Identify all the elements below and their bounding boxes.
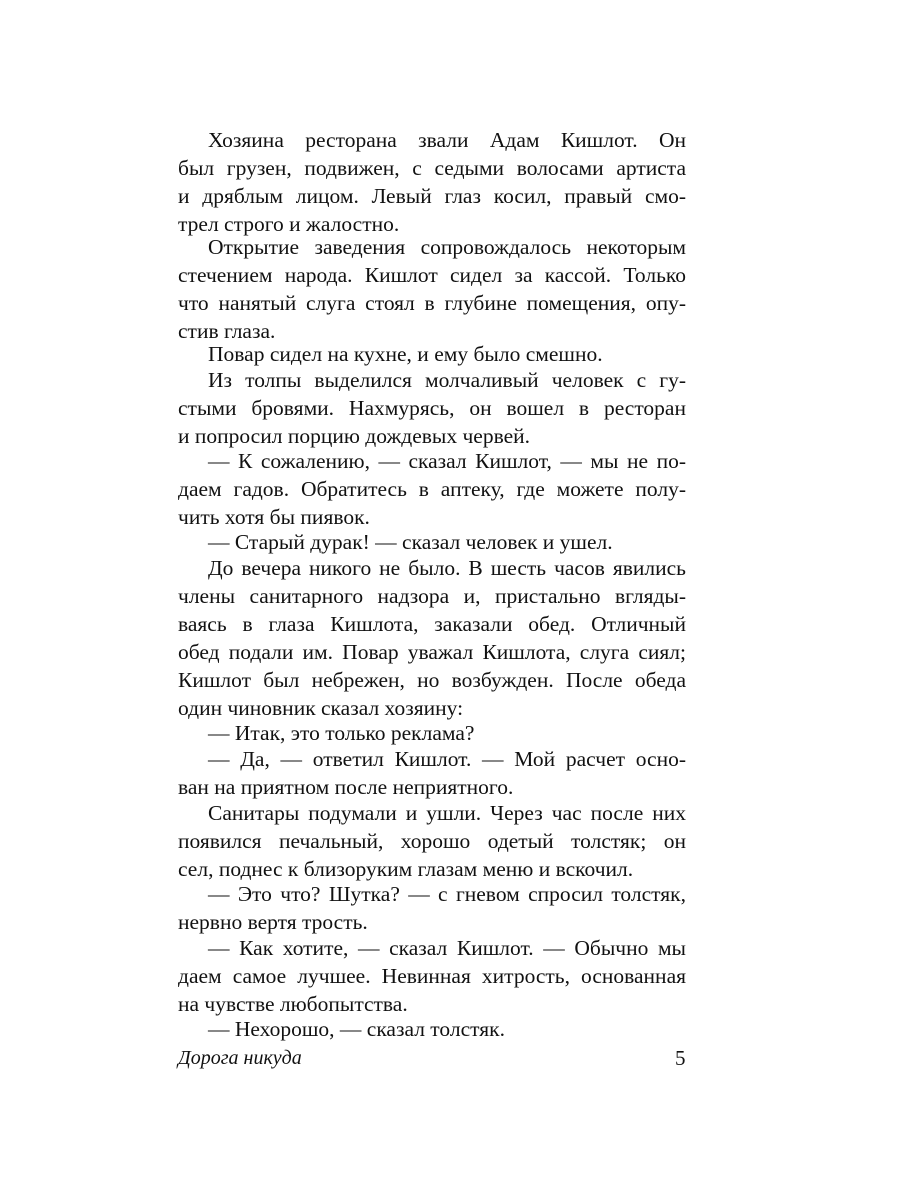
text-line: — Да, — ответил Кишлот. — Мой расчет осно- — [208, 747, 686, 771]
text-line: ван на приятном после неприятного. — [178, 775, 514, 799]
text-line: — Это что? Шутка? — с гневом спросил толстяк, — [208, 882, 686, 906]
text-line: появился печальный, хорошо одетый толстяк; он — [178, 829, 686, 853]
text-line: даем самое лучшее. Невинная хитрость, основанная — [178, 964, 686, 988]
text-line: — Старый дурак! — сказал человек и ушел. — [208, 530, 613, 554]
text-line: и попросил порцию дождевых червей. — [178, 424, 531, 448]
text-line: нервно вертя трость. — [178, 910, 368, 934]
text-line: трел строго и жалостно. — [178, 212, 400, 236]
text-line: обед подали им. Повар уважал Кишлота, слуга сиял; — [178, 640, 686, 664]
text-line: стечением народа. Кишлот сидел за кассой. Только — [178, 263, 686, 287]
page-number: 5 — [675, 1046, 686, 1070]
text-line: на чувстве любопытства. — [178, 992, 408, 1016]
text-line: и дряблым лицом. Левый глаз косил, правый смо- — [178, 184, 686, 208]
text-line: был грузен, подвижен, с седыми волосами артиста — [178, 156, 686, 180]
text-line: — Итак, это только реклама? — [208, 721, 475, 745]
text-line: стив глаза. — [178, 319, 276, 343]
text-line: даем гадов. Обратитесь в аптеку, где можете полу- — [178, 477, 686, 501]
text-line: стыми бровями. Нахмурясь, он вошел в ресторан — [178, 396, 686, 420]
text-line: что нанятый слуга стоял в глубине помещения, опу- — [178, 291, 686, 315]
text-line: сел, поднес к близоруким глазам меню и вскочил. — [178, 857, 634, 881]
text-line: члены санитарного надзора и, пристально вгляды- — [178, 584, 686, 608]
text-line: — Нехорошо, — сказал толстяк. — [208, 1017, 505, 1041]
text-line: Хозяина ресторана звали Адам Кишлот. Он — [208, 128, 686, 152]
text-line: чить хотя бы пиявок. — [178, 505, 370, 529]
running-footer-title: Дорога никуда — [178, 1047, 302, 1069]
text-line: ваясь в глаза Кишлота, заказали обед. Отличный — [178, 612, 686, 636]
text-line: Открытие заведения сопровождалось некоторым — [208, 235, 686, 259]
text-line: Санитары подумали и ушли. Через час после них — [208, 801, 686, 825]
text-line: Из толпы выделился молчаливый человек с гу- — [208, 368, 686, 392]
text-line: До вечера никого не было. В шесть часов явились — [208, 556, 686, 580]
text-line: — К сожалению, — сказал Кишлот, — мы не по- — [208, 449, 686, 473]
text-line: один чиновник сказал хозяину: — [178, 696, 464, 720]
text-line: Кишлот был небрежен, но возбужден. После обеда — [178, 668, 686, 692]
text-line: Повар сидел на кухне, и ему было смешно. — [208, 342, 603, 366]
text-line: — Как хотите, — сказал Кишлот. — Обычно мы — [208, 936, 686, 960]
